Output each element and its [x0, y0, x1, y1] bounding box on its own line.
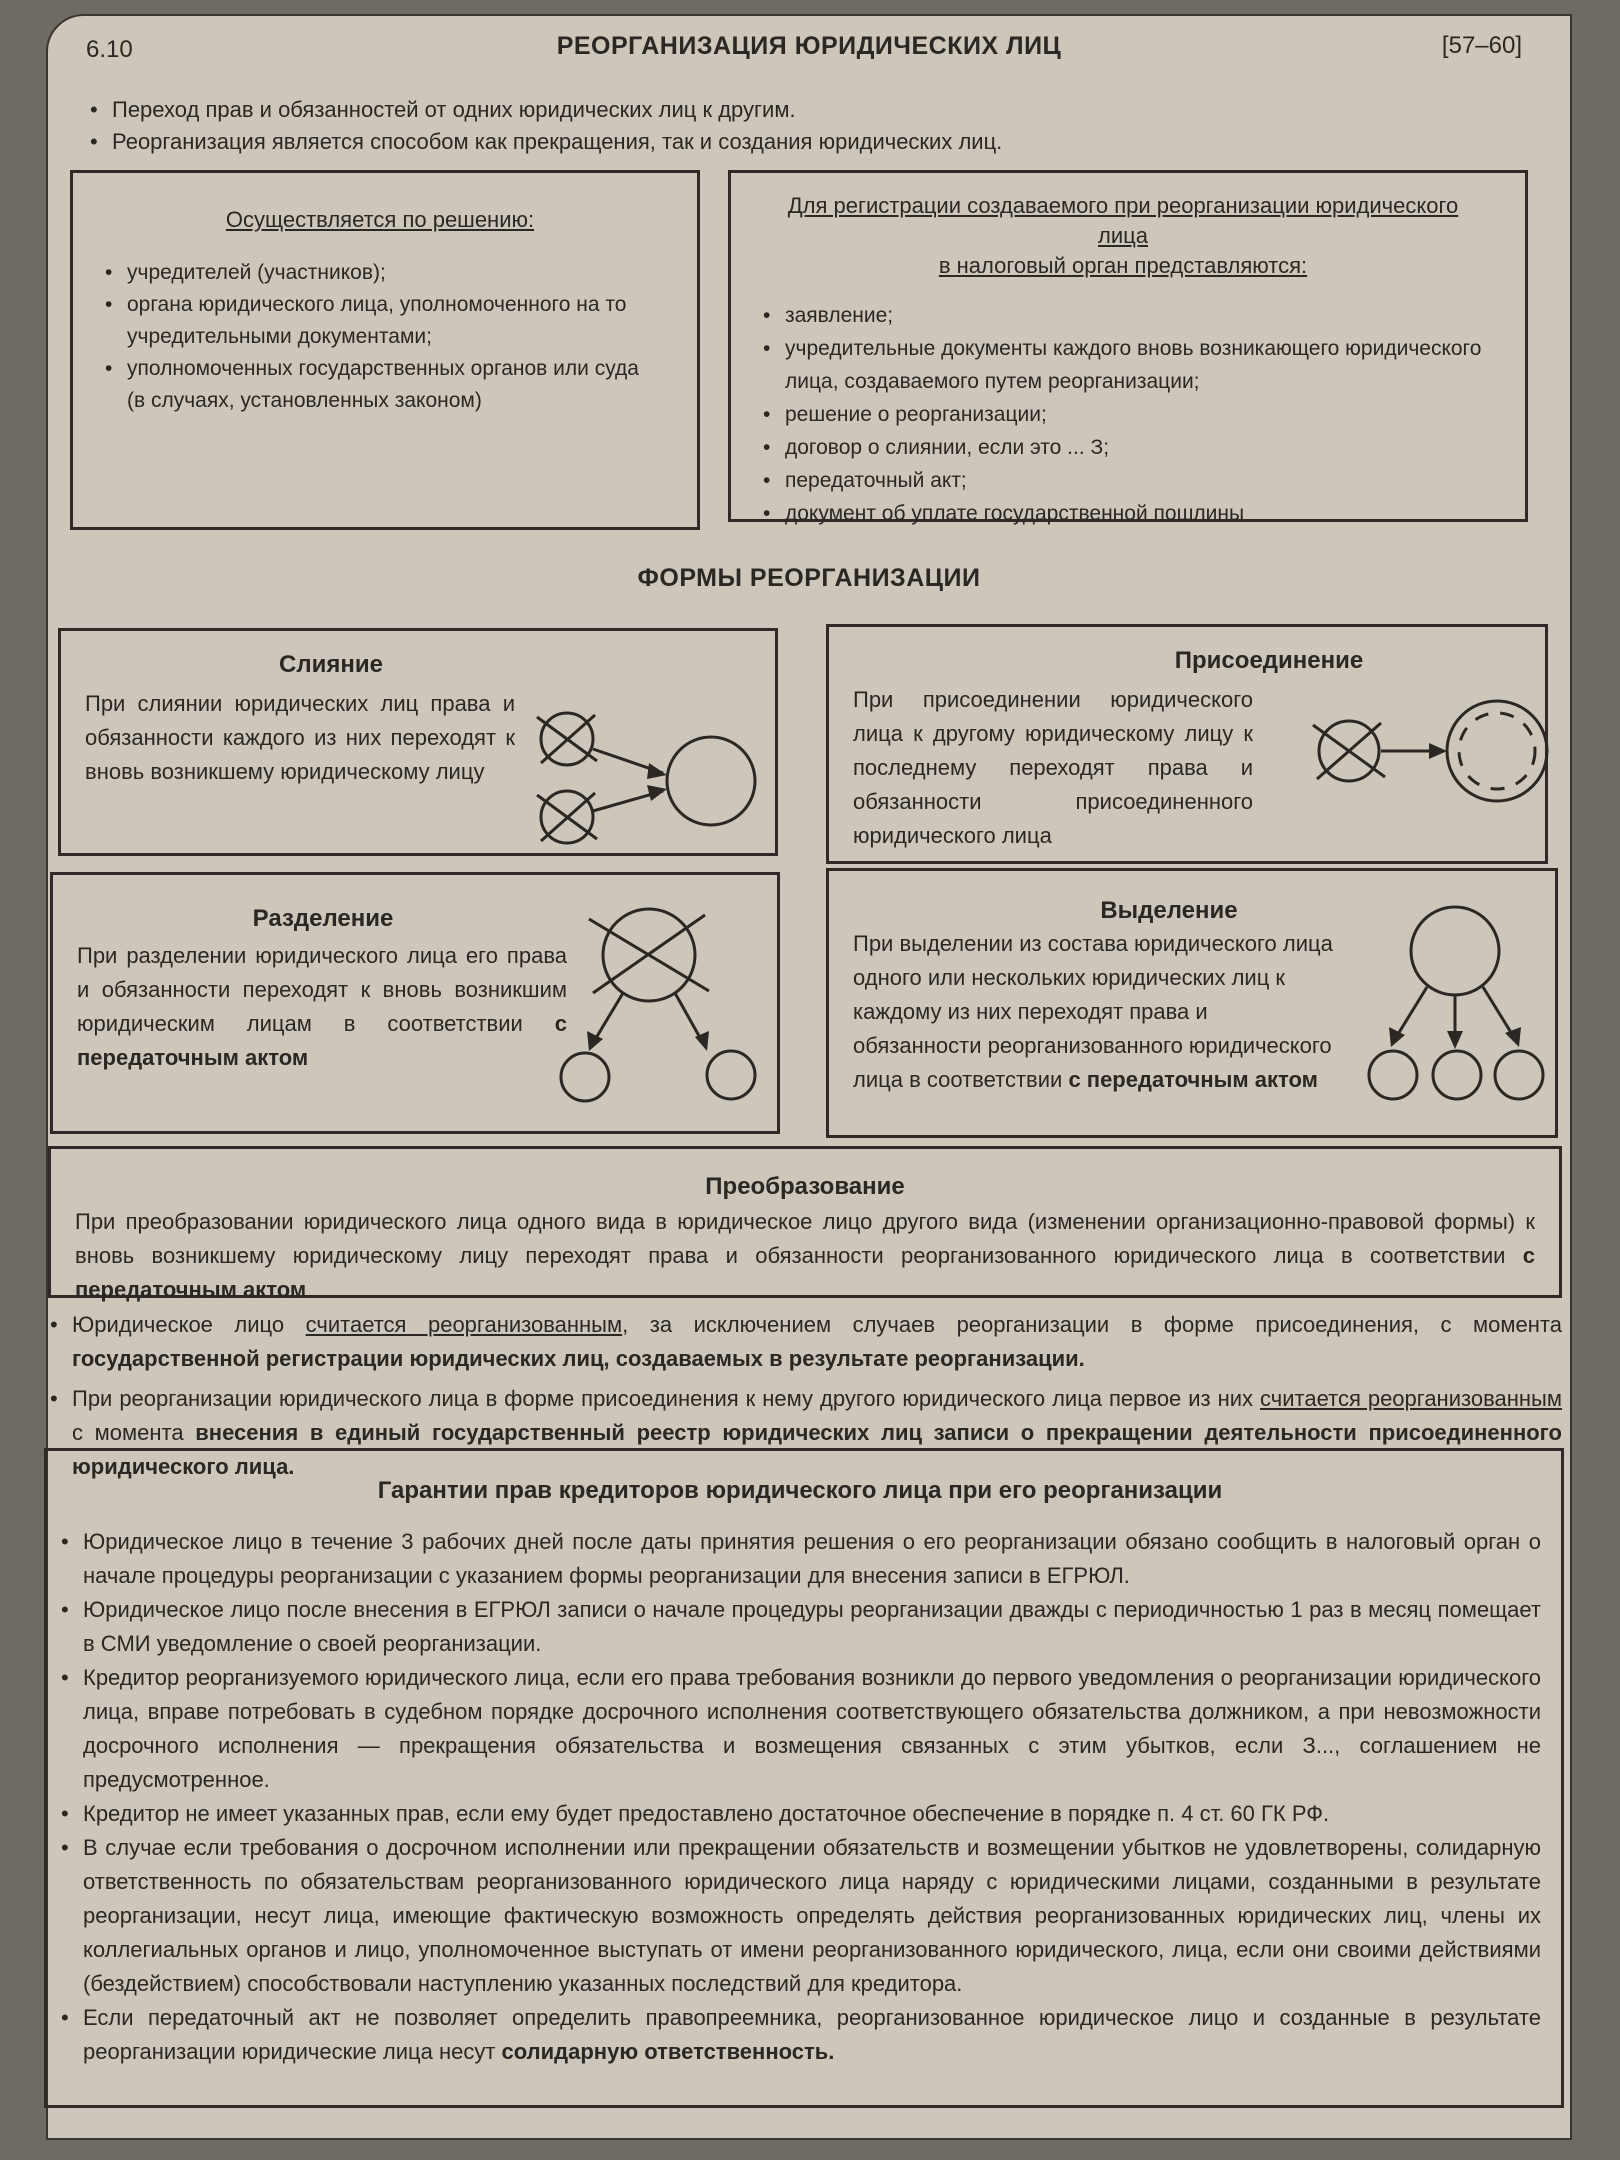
- separated-entity-circle-1: [1369, 1051, 1417, 1099]
- registration-item: • решение о реорганизации;: [761, 398, 1485, 431]
- merger-text: При слиянии юридических лиц права и обязанности каждого из них переходят к вновь возникшему юридическому лицу: [85, 691, 515, 784]
- accession-title: Присоединение: [1174, 647, 1364, 674]
- division-diagram: [53, 875, 783, 1137]
- guarantee-item: • Юридическое лицо после внесения в ЕГРЮЛ записи о начале процедуры реорганизации дважды с периодичностью 1 раз в месяц помещает в СМИ уведомление о своей реорганизации.: [59, 1593, 1541, 1661]
- decision-box: [70, 170, 700, 530]
- guarantees-box: [44, 1448, 1564, 2108]
- decision-item: • уполномоченных государственных органов или суда (в случаях, установленных законом): [103, 353, 657, 417]
- merger-diagram: [61, 631, 781, 859]
- separated-entity-circle-2: [1433, 1051, 1481, 1099]
- guarantee-last-bold: солидарную ответственность.: [501, 2039, 835, 2064]
- arrow-head: [1505, 1027, 1521, 1047]
- guarantee-item: • В случае если требования о досрочном исполнении или прекращении обязательств и возмещении убытков не удовлетворены, солидарную ответственность по обязательствам реорганизованного юридического лица наряду с юридическими лицами, созданными в результате реорганизации, несут лица, имеющие фактическую возможность определять действия реорганизованных юридических лиц, члены их коллегиальных органов и лицо, уполномоченное выступать от имени реорганизованного юридического, лица, если они своими действиями (бездействием) способствовали наступлению указанных последствий для кредитора.: [59, 1831, 1541, 2001]
- registration-box-title-1: Для регистрации создаваемого при реорганизации юридического лица: [787, 193, 1459, 248]
- note-text: При реорганизации юридического лица в форме присоединения к нему другого юридического лица первое из них: [72, 1386, 1254, 1411]
- transformation-box: [48, 1146, 1562, 1302]
- new-entity-circle-2: [707, 1051, 755, 1099]
- arrow-head: [1429, 743, 1447, 759]
- arrow-head: [587, 1031, 603, 1051]
- note-text: , за исключением случаев реорганизации в форме присоединения, с момента: [622, 1312, 1562, 1337]
- note-bold: внесения в единый государственный реестр юридических лиц записи о прекращении деятельности присоединенного юридического лица.: [72, 1420, 1562, 1479]
- registration-item: • договор о слиянии, если это ... З;: [761, 431, 1485, 464]
- transformation-text-bold: с передаточным актом: [75, 1243, 1535, 1302]
- arrow-head: [1447, 1031, 1463, 1049]
- guarantees-title: Гарантии прав кредиторов юридического лица при его реорганизации: [377, 1477, 1223, 1504]
- registration-list: [761, 299, 1485, 530]
- accession-box: [826, 624, 1548, 864]
- decision-item: • учредителей (участников);: [103, 257, 657, 289]
- note-underlined: считается реорганизованным: [1260, 1386, 1562, 1411]
- transformation-title: Преобразование: [705, 1173, 905, 1200]
- division-box: [50, 872, 780, 1134]
- arrow-line: [1395, 987, 1427, 1039]
- transformation-text-plain: При преобразовании юридического лица одного вида в юридическое лицо другого вида (изменении организационно-правовой формы) к вновь возникшему юридическому лицу переходят права и обязанности реорганизованного юридического лица в соответствии: [75, 1209, 1535, 1268]
- note-text: с момента: [72, 1420, 184, 1445]
- forms-title: ФОРМЫ РЕОРГАНИЗАЦИИ: [637, 564, 981, 592]
- arrow-line: [593, 993, 623, 1043]
- note-bold: государственной регистрации юридических лиц, создаваемых в результате реорганизации.: [72, 1346, 1085, 1371]
- decision-list: [103, 257, 657, 417]
- separated-entity-circle-3: [1495, 1051, 1543, 1099]
- section-number: 6.10: [86, 36, 133, 63]
- guarantee-item: • Кредитор не имеет указанных прав, если ему будет предоставлено достаточное обеспечение в порядке п. 4 ст. 60 ГК РФ.: [59, 1797, 1541, 1831]
- accession-diagram: [829, 627, 1551, 867]
- registration-item: • учредительные документы каждого вновь возникающего юридического лица, создаваемого путем реорганизации;: [761, 332, 1485, 398]
- merger-box: [58, 628, 778, 856]
- division-text-plain: При разделении юридического лица его права и обязанности переходят к вновь возникшим юридическим лицам в соответствии: [77, 943, 567, 1036]
- registration-item: • передаточный акт;: [761, 464, 1485, 497]
- intro-list: [88, 94, 1528, 158]
- transformation-text: [75, 1205, 1535, 1307]
- parent-entity-circle: [1411, 907, 1499, 995]
- decision-item: • органа юридического лица, уполномоченного на то учредительными документами;: [103, 289, 657, 353]
- note-underlined: считается реорганизованным: [305, 1312, 623, 1337]
- registration-box: [728, 170, 1528, 525]
- guarantee-item: [59, 2001, 1541, 2069]
- guarantees-list: [59, 1525, 1541, 2069]
- book-page: [46, 14, 1572, 2140]
- note-text: Юридическое лицо: [72, 1312, 285, 1337]
- guarantee-last-text: Если передаточный акт не позволяет определить правопреемника, реорганизованное юридическое лицо и созданные в результате реорганизации юридические лица несут: [83, 2005, 1541, 2064]
- note-item: [48, 1308, 1562, 1376]
- intro-item: • Переход прав и обязанностей от одних юридических лиц к другим.: [88, 94, 1528, 126]
- separation-text-plain: При выделении из состава юридического лица одного или нескольких юридических лиц к каждому из них переходят права и обязанности реорганизованного юридического лица в соответствии: [853, 931, 1333, 1092]
- division-title: Разделение: [252, 905, 394, 932]
- accession-text: При присоединении юридического лица к другому юридическому лицу к последнему переходят права и обязанности присоединенного юридического лица: [853, 687, 1253, 848]
- new-entity-circle: [667, 737, 755, 825]
- registration-item: • документ об уплате государственной пошлины: [761, 497, 1485, 530]
- decision-box-title: Осуществляется по решению:: [225, 207, 535, 232]
- absorbed-entity-dashed-circle: [1459, 713, 1535, 789]
- intro-item: • Реорганизация является способом как прекращения, так и создания юридических лиц.: [88, 126, 1528, 158]
- arrow-head: [647, 785, 667, 801]
- receiving-entity-circle: [1447, 701, 1547, 801]
- guarantee-item: • Кредитор реорганизуемого юридического лица, если его права требования возникли до первого уведомления о реорганизации юридического лица, вправе потребовать в судебном порядке досрочного исполнения соответствующего обязательства должником, а при невозможности досрочного исполнения — прекращения обязательства и возмещения связанных с этим убытков, если З..., соглашением не предусмотренное.: [59, 1661, 1541, 1797]
- arrow-head: [647, 763, 667, 779]
- separation-title: Выделение: [1100, 897, 1238, 924]
- separation-text-bold: с передаточным актом: [1068, 1067, 1318, 1092]
- separation-diagram: [829, 871, 1561, 1141]
- guarantee-item: • Юридическое лицо в течение 3 рабочих дней после даты принятия решения о его реорганизации обязано сообщить в налоговый орган о начале процедуры реорганизации с указанием формы реорганизации для внесения записи в ЕГРЮЛ.: [59, 1525, 1541, 1593]
- registration-box-title-2: в налоговый орган представляются:: [938, 253, 1308, 278]
- merger-title: Слияние: [279, 651, 383, 678]
- division-text-bold: с передаточным актом: [77, 1011, 567, 1070]
- separation-box: [826, 868, 1558, 1138]
- page-title: РЕОРГАНИЗАЦИЯ ЮРИДИЧЕСКИХ ЛИЦ: [556, 32, 1062, 60]
- registration-item: • заявление;: [761, 299, 1485, 332]
- article-reference: [57–60]: [1441, 32, 1522, 59]
- arrow-head: [1389, 1027, 1405, 1047]
- new-entity-circle-1: [561, 1053, 609, 1101]
